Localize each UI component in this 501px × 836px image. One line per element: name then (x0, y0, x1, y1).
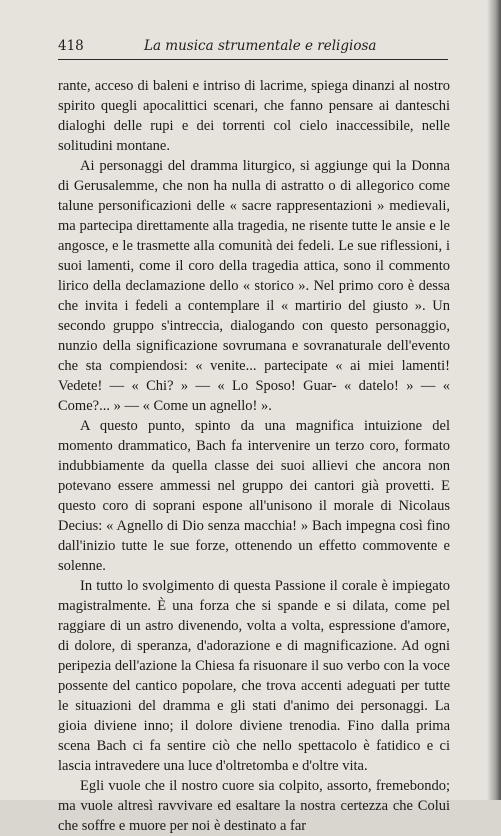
page-number: 418 (58, 38, 84, 54)
paragraph: Ai personaggi del dramma liturgico, si aggiunge qui la Donna di Gerusalemme, che non ha nulla di astratto o di allegorico come talune personificazioni delle « sacre rappresentazioni » medievali, ma partecipa direttamente alla tragedia, ne risente tutte le ansie e le angosce, e le trasmette alla comunità dei fedeli. Le sue riflessioni, i suoi lamenti, come il coro della tragedia attica, sono il commento lirico della declamazione dello « storico ». Nel primo coro è dessa che invita i fedeli a contemplare il « martirio del giusto ». Un secondo gruppo s'intreccia, dialogando con questo personaggio, nunzio della significazione sovrumana e sovranaturale dell'evento che sta compiendosi: « venite... partecipate « ai miei lamenti! Vedete! — « Chi? » — « Lo Sposo! Guar- « datelo! » — « Come?... » — « Come un agnello! ». (58, 158, 450, 414)
paragraph: In tutto lo svolgimento di questa Passione il corale è impiegato magistralmente. È una forza che si spande e si dilata, come pel raggiare di un astro divenendo, volta a volta, espressione d'amore, di dolore, di speranza, d'adorazione e di magnificazione. Ad ogni peripezia dell'azione la Chiesa fa risuonare il suo verbo con la voce possente del cantico popolare, che trova accenti adeguati per tutte le situazioni del dramma e gli stati d'animo dei personaggi. La gioia diviene inno; il dolore diviene trenodia. Fino dalla prima scena Bach ci fa sentire ciò che nello spettacolo è fatidico e ci lascia intravedere una luce d'oltretomba e d'oltre vita. (58, 578, 450, 774)
paragraph: rante, acceso di baleni e intriso di lacrime, spiega dinanzi al nostro spirito quegli apocalittici scenari, che fanno pensare ai danteschi dialoghi delle rupi e dei torrenti col cielo inaccessibile, nelle solitudini montane. (58, 78, 450, 154)
body-text (58, 76, 450, 836)
running-head: La musica strumentale e religiosa (144, 38, 377, 54)
paragraph: Egli vuole che il nostro cuore sia colpito, assorto, fremebondo; ma vuole altresì ravvivare ed esaltare la nostra certezza che Colui che soffre e muore per noi è destinato a far (58, 778, 450, 834)
paragraph: A questo punto, spinto da una magnifica intuizione del momento drammatico, Bach fa intervenire un terzo coro, formato indubbiamente da quella classe dei suoi allievi che ancora non potevano essere ammessi nel gruppo dei cantori già provetti. E questo coro di soprani espone all'unisono il morale di Nicolaus Decius: « Agnello di Dio senza macchia! » Bach impegna così fino dall'inizio tutte le sue forze, ottenendo un effetto commovente e solenne. (58, 418, 450, 574)
page-edge-shadow (487, 0, 501, 800)
page-header (58, 38, 448, 60)
